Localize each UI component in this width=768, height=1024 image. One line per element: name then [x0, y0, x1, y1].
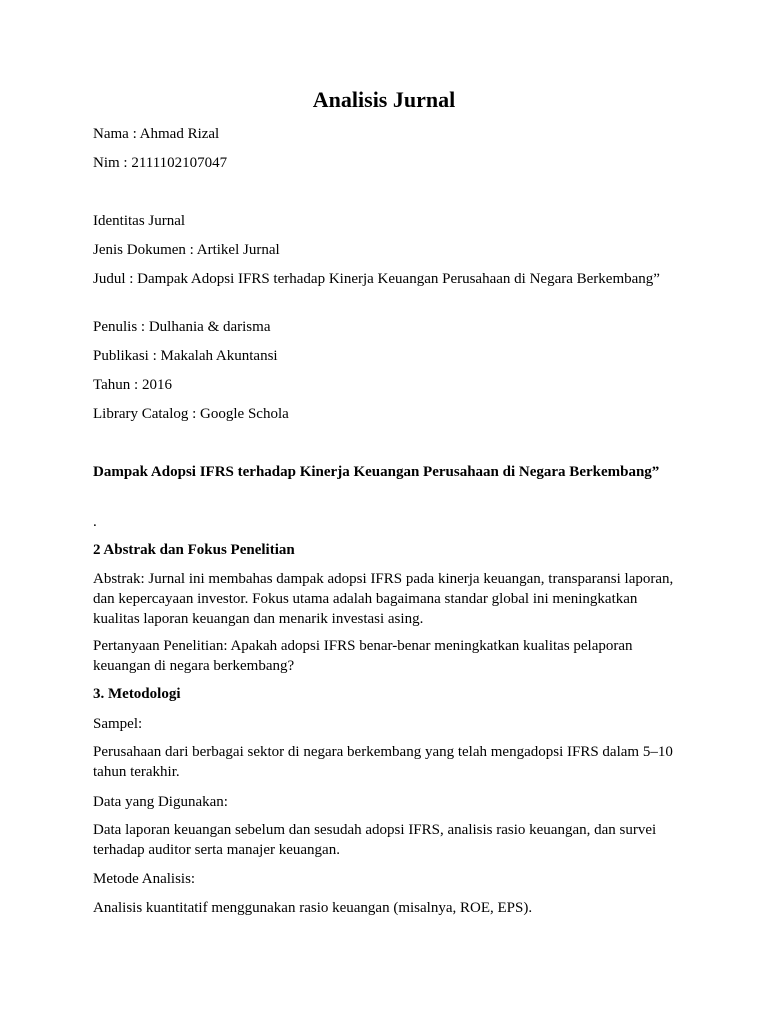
data-used-label: Data yang Digunakan:	[93, 794, 228, 810]
library-catalog: Library Catalog : Google Schola	[93, 406, 289, 422]
data-used-paragraph: Data laporan keuangan sebelum dan sesudah adopsi IFRS, analisis rasio keuangan, dan survei terhadap auditor serta manajer keuangan.	[93, 822, 657, 858]
article-title: Dampak Adopsi IFRS terhadap Kinerja Keuangan Perusahaan di Negara Berkembang”	[93, 464, 660, 480]
journal-year: Tahun : 2016	[93, 377, 172, 393]
journal-identity-heading: Identitas Jurnal	[93, 213, 186, 229]
analysis-method-paragraph: Analisis kuantitatif menggunakan rasio keuangan (misalnya, ROE, EPS).	[93, 900, 533, 916]
sample-paragraph: Perusahaan dari berbagai sektor di negara berkembang yang telah mengadopsi IFRS dalam 5–10 tahun terakhir.	[93, 744, 673, 780]
analysis-method-label: Metode Analisis:	[93, 871, 196, 887]
document-title: Analisis Jurnal	[312, 87, 456, 112]
journal-publication: Publikasi : Makalah Akuntansi	[93, 348, 278, 364]
abstract-paragraph: Abstrak: Jurnal ini membahas dampak adopsi IFRS pada kinerja keuangan, transparansi laporan, dan kepercayaan investor. Fokus utama adalah bagaimana standar global ini meningkatkan kualitas laporan keuangan dan menarik investasi asing.	[93, 571, 674, 627]
journal-authors: Penulis : Dulhania & darisma	[93, 319, 271, 335]
research-question-paragraph: Pertanyaan Penelitian: Apakah adopsi IFRS benar-benar meningkatkan kualitas pelaporan keuangan di negara berkembang?	[93, 638, 633, 674]
student-nim: Nim : 2111102107047	[93, 155, 228, 171]
separator-dot: .	[93, 514, 97, 530]
sample-label: Sampel:	[93, 716, 143, 732]
journal-title-field: Judul : Dampak Adopsi IFRS terhadap Kinerja Keuangan Perusahaan di Negara Berkembang”	[93, 271, 660, 287]
section-methodology-heading: 3. Metodologi	[93, 686, 181, 702]
section-abstract-heading: 2 Abstrak dan Fokus Penelitian	[93, 542, 295, 558]
student-name: Nama : Ahmad Rizal	[93, 126, 220, 142]
document-type: Jenis Dokumen : Artikel Jurnal	[93, 242, 280, 258]
